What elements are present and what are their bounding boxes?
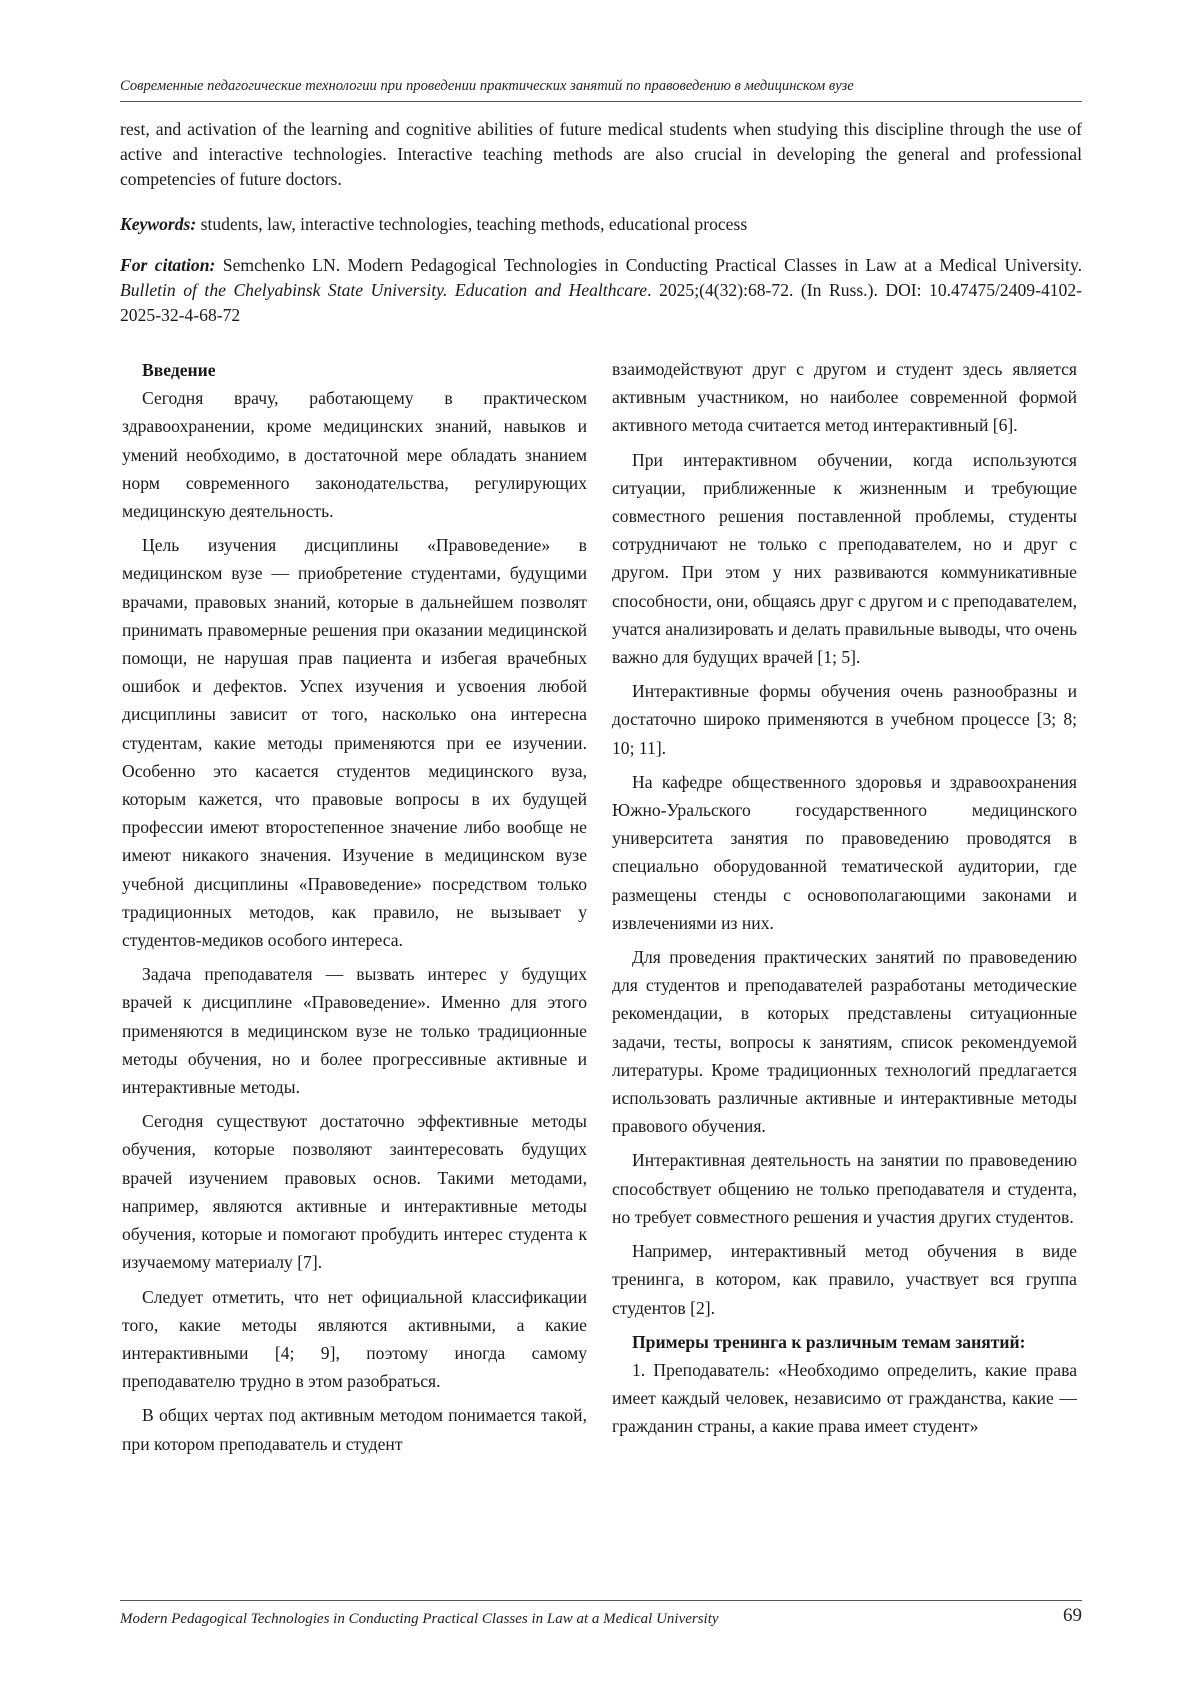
abstract-text: rest, and activation of the learning and cognitive abilities of future medical students when studying this discipline through the use of active and interactive technologies. Interactive teaching methods are also crucial in developing the general and professional competencies of future doctors. — [120, 119, 1082, 189]
citation — [120, 253, 1082, 328]
paragraph: При интерактивном обучении, когда используются ситуации, приближенные к жизненным и требующие совместного решения поставленной проблемы, студенты сотрудничают не только с преподавателем, но и друг с другом. При этом у них развиваются коммуникативные способности, они, общаясь друг с другом и с преподавателем, учатся анализировать и делать правильные выводы, что очень важно для будущих врачей [1; 5]. — [612, 449, 1078, 668]
paragraph-continuation: взаимодействуют друг с другом и студент здесь является активным участником, но наиболее современной формой активного метода считается метод интерактивный [6]. — [612, 359, 1077, 436]
abstract-tail — [120, 117, 1082, 192]
citation-journal: Bulletin of the Chelyabinsk State University. Education and Healthcare — [120, 280, 648, 300]
keywords-label: Keywords: — [120, 214, 197, 234]
citation-text: Semchenko LN. Modern Pedagogical Technologies in Conducting Practical Classes in Law at a Medical University. — [215, 255, 1082, 275]
paragraph: Сегодня врачу, работающему в практическом здравоохранении, кроме медицинских знаний, навыков и умений необходимо, в достаточной мере обладать знанием норм современного законодательства, регулирующих медицинскую деятельность. — [122, 388, 587, 522]
footer-divider — [120, 1600, 1082, 1601]
paragraph: На кафедре общественного здоровья и здравоохранения Южно-Уральского государственного медицинского университета занятия по правоведению проводятся в специально оборудованной тематической аудитории, где размещены стенды с основополагающими законами и извлечениями из них. — [612, 771, 1077, 933]
keywords — [120, 212, 1082, 237]
citation-label: For citation: — [120, 255, 216, 275]
list-item: 1. Преподаватель: «Необходимо определить, какие права имеет каждый человек, независимо от гражданства, какие — гражданин страны, а какие права имеет студент» — [612, 1359, 1077, 1437]
paragraph: Для проведения практических занятий по правоведению для студентов и преподавателей разработаны методические рекомендации, в которых представлены ситуационные задачи, тесты, вопросы к занятиям, список рекомендуемой литературы. Кроме традиционных технологий предлагается использовать различные активные и интерактивные методы правового обучения. — [612, 947, 1077, 1137]
paragraph: Следует отметить, что нет официальной классификации того, какие методы являются активными, а какие интерактивными [4; 9], поэтому иногда самому преподавателю трудно в этом разобраться. — [122, 1286, 587, 1392]
paragraph: Интерактивные формы обучения очень разнообразны и достаточно широко применяются в учебном процессе [3; 8; 10; 11]. — [612, 681, 1077, 758]
section-heading: Введение — [142, 360, 216, 380]
footer-title: Modern Pedagogical Technologies in Conducting Practical Classes in Law at a Medical University — [120, 1611, 719, 1627]
paragraph: Сегодня существуют достаточно эффективные методы обучения, которые позволяют заинтересовать будущих врачей изучением правовых основ. Такими методами, например, являются активные и интерактивные методы обучения, которые и помогают пробудить интерес студента к изучаемому материалу [7]. — [122, 1111, 587, 1273]
paragraph: Например, интерактивный метод обучения в виде тренинга, в котором, как правило, участвует вся группа студентов [2]. — [612, 1241, 1077, 1318]
paragraph: В общих чертах под активным методом понимается такой, при котором преподаватель и студент — [122, 1405, 587, 1454]
right-column — [612, 355, 1077, 1447]
paragraph: Задача преподавателя — вызвать интерес у будущих врачей к дисциплине «Правоведение». Именно для этого применяются в медицинском вузе не только традиционные методы обучения, но и более прогрессивные активные и интерактивные методы. — [122, 964, 587, 1098]
running-header: Современные педагогические технологии при проведении практических занятий по правоведению в медицинском вузе — [120, 78, 854, 94]
keywords-text: students, law, interactive technologies, teaching methods, educational process — [196, 214, 748, 234]
paragraph: Интерактивная деятельность на занятии по правоведению способствует общению не только преподавателя и студента, но требует совместного решения и участия других студентов. — [612, 1150, 1077, 1227]
left-column — [122, 356, 587, 1464]
paragraph: Цель изучения дисциплины «Правоведение» в медицинском вузе — приобретение студентами, будущими врачами, правовых знаний, которые в дальнейшем позволят принимать правомерные решения при оказании медицинской помощи, не нарушая прав пациента и избегая врачебных ошибок и дефектов. Успех изучения и усвоения любой дисциплины зависит от того, насколько она интересна студентам, какие методы применяются при ее изучении. Особенно это касается студентов медицинского вуза, которым кажется, что правовые вопросы в их будущей профессии имеют второстепенное значение либо вообще не имеют никакого значения. Изучение в медицинском вузе учебной дисциплины «Правоведение» посредством только традиционных методов, как правило, не вызывает у студентов-медиков особого интереса. — [122, 535, 587, 951]
citation-details: . 2025;(4(32):68-72. (In Russ.). DOI: 10.47475/2409-4102-2025-32-4-68-72 — [120, 280, 1082, 325]
page-number: 69 — [1063, 1605, 1082, 1626]
header-divider — [120, 101, 1082, 102]
subheading: Примеры тренинга к различным темам занятий: — [632, 1331, 1026, 1352]
